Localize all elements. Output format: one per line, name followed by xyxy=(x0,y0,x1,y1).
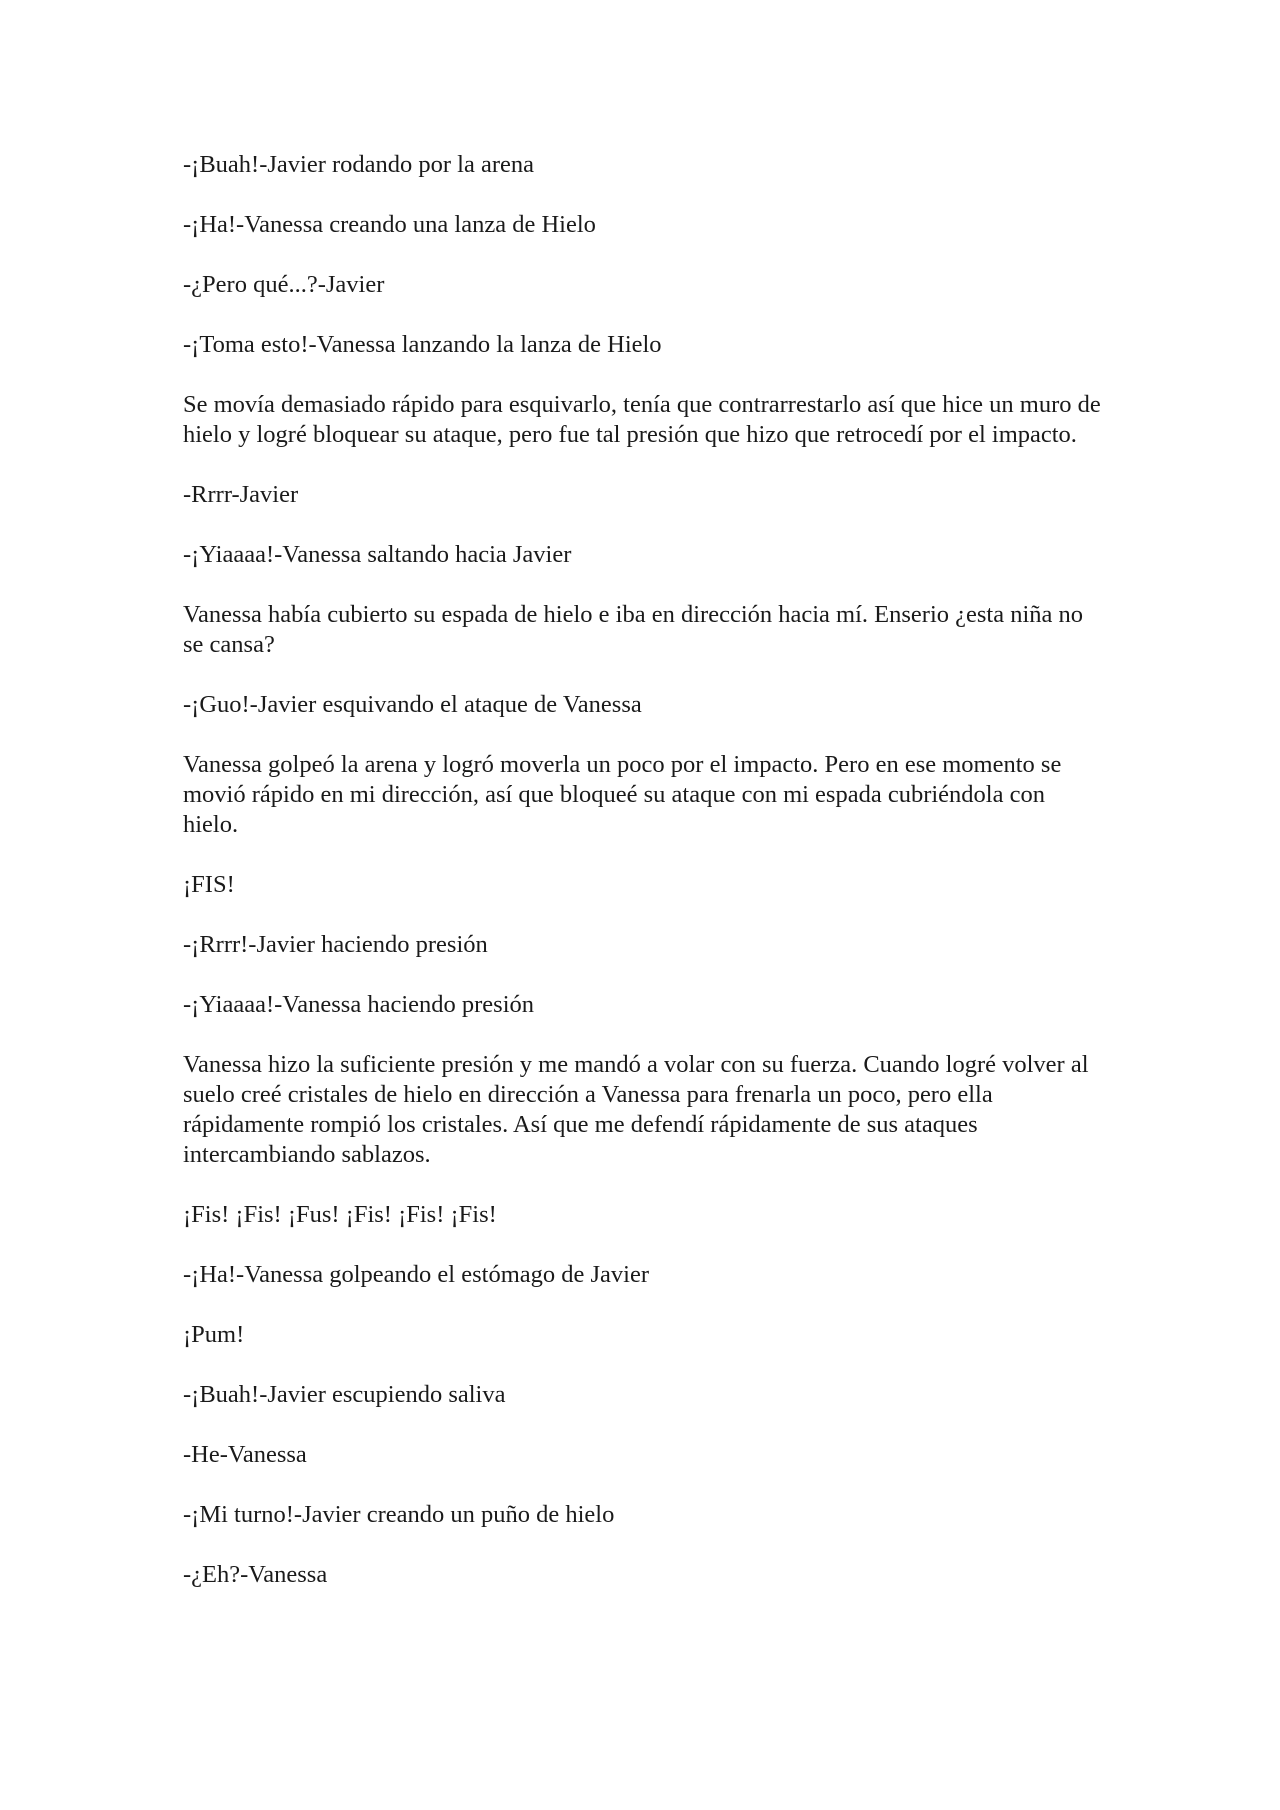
paragraph: Vanessa hizo la suficiente presión y me mandó a volar con su fuerza. Cuando logré volver al suelo creé cristales de hielo en dirección a Vanessa para frenarla un poco, pero ella rápidamente rompió los cristales. Así que me defendí rápidamente de sus ataques intercambiando sablazos. xyxy=(183,1051,1089,1168)
paragraph: ¡FIS! xyxy=(183,871,235,898)
paragraph: -¡Ha!-Vanessa creando una lanza de Hielo xyxy=(183,211,596,238)
paragraph: -¡Rrrr!-Javier haciendo presión xyxy=(183,931,488,958)
paragraph: -¡Yiaaaa!-Vanessa saltando hacia Javier xyxy=(183,541,572,568)
paragraph: Vanessa golpeó la arena y logró moverla un poco por el impacto. Pero en ese momento se movió rápido en mi dirección, así que bloqueé su ataque con mi espada cubriéndola con hielo. xyxy=(183,751,1062,838)
paragraph: -¡Toma esto!-Vanessa lanzando la lanza de Hielo xyxy=(183,331,662,358)
paragraph: -¡Yiaaaa!-Vanessa haciendo presión xyxy=(183,991,535,1018)
paragraph: -¡Ha!-Vanessa golpeando el estómago de Javier xyxy=(183,1261,650,1288)
paragraph: Se movía demasiado rápido para esquivarlo, tenía que contrarrestarlo así que hice un muro de hielo y logré bloquear su ataque, pero fue tal presión que hizo que retrocedí por el impacto. xyxy=(183,391,1101,448)
paragraph: -Rrrr-Javier xyxy=(183,481,299,508)
paragraph: -¡Guo!-Javier esquivando el ataque de Vanessa xyxy=(183,691,642,718)
paragraph: -¡Mi turno!-Javier creando un puño de hielo xyxy=(183,1501,615,1528)
paragraph: ¡Pum! xyxy=(183,1321,245,1348)
document-body xyxy=(183,150,1103,1620)
paragraph: -¿Pero qué...?-Javier xyxy=(183,271,385,298)
paragraph: -¡Buah!-Javier escupiendo saliva xyxy=(183,1381,506,1408)
paragraph: ¡Fis! ¡Fis! ¡Fus! ¡Fis! ¡Fis! ¡Fis! xyxy=(183,1201,497,1228)
paragraph: -¡Buah!-Javier rodando por la arena xyxy=(183,151,535,178)
paragraph: -He-Vanessa xyxy=(183,1441,307,1468)
paragraph: Vanessa había cubierto su espada de hielo e iba en dirección hacia mí. Enserio ¿esta niña no se cansa? xyxy=(183,601,1084,658)
paragraph: -¿Eh?-Vanessa xyxy=(183,1561,328,1588)
